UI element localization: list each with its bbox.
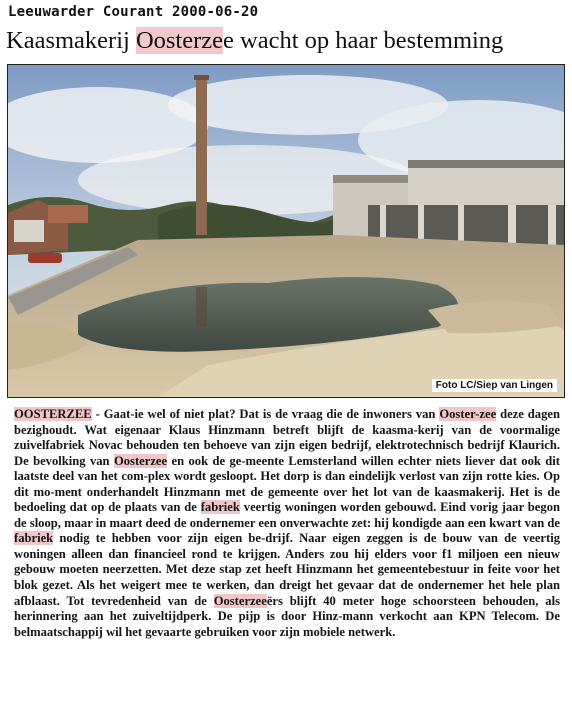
search-highlight: Oosterzee — [113, 453, 168, 468]
headline-search-highlight: Oosterze — [135, 27, 224, 54]
search-highlight: fabriek — [14, 531, 54, 546]
article-headline — [6, 26, 566, 56]
article-text: ërs blijft 40 meter hoge schoorsteen behouden, als herinnering aan het zuiveltijdperk. De pijp is door Hinz-mann verkocht aan KPN Telecom. De belmaatschappij wil het gevaarte gebruiken voor zijn mobiele netwerk. — [14, 593, 560, 639]
newspaper-source-date: Leeuwarder Courant 2000-06-20 — [8, 4, 259, 20]
search-highlight: OOSTERZEE — [14, 407, 92, 421]
headline-part-before: Kaasmakerij — [6, 27, 136, 54]
demolition-site-photo — [8, 65, 564, 397]
article-text: nodig te hebben voor zijn eigen be-drijf. Naar eigen zeggen is de bouw van de veertig woningen alleen dan financieel rond te krijgen. Anders zou hij elders voor f1 miljoen een nieuw gebouw moeten neerzetten. Met deze stap zet heeft Hinzmann het gemeentebestuur in feite voor het blok gezet. Als het weigert mee te werken, dan dreigt het gevaar dat de ondernemer het hele plan afblaast. Tot tevredenheid van de — [14, 531, 560, 608]
article-text: - Gaat-ie wel of niet plat? Dat is de vraag die de inwoners van — [91, 407, 440, 421]
article-photo — [7, 64, 565, 398]
search-highlight: Oosterzee — [213, 593, 267, 608]
article-text: en ook de ge-meente Lemsterland willen echter niets liever dat ook dit laatste deel van het com-plex wordt gesloopt. Het dorp is dan eindelijk verlost van zijn rotte kies. Op dit mo-ment onderhandelt Hinzmann met de gemeente over het lot van de kaasmakerij. Het is de bedoeling dat op de plaats van de — [14, 453, 560, 515]
photo-credit: Foto LC/Siep van Lingen — [432, 379, 557, 392]
article-text: veertig woningen worden gebouwd. Eind vorig jaar begon de sloop, maar in maart deed de ondernemer een onverwachte zet: hij kondigde aan een kwart van de — [14, 500, 560, 530]
search-highlight: fabriek — [200, 500, 240, 515]
article-text: deze dagen bezighoudt. Wat eigenaar Klaus Hinzmann betreft blijft de kaasma-kerij van de voormalige zuivelfabriek Novac behouden ten behoeve van zijn eigen bedrijf, elektrotechnisch bedrijf Klaurich. De bevolking van — [14, 407, 560, 468]
article-body — [14, 407, 560, 640]
search-highlight: Ooster-zee — [439, 407, 497, 421]
headline-part-after: e wacht op haar bestemming — [223, 27, 504, 54]
